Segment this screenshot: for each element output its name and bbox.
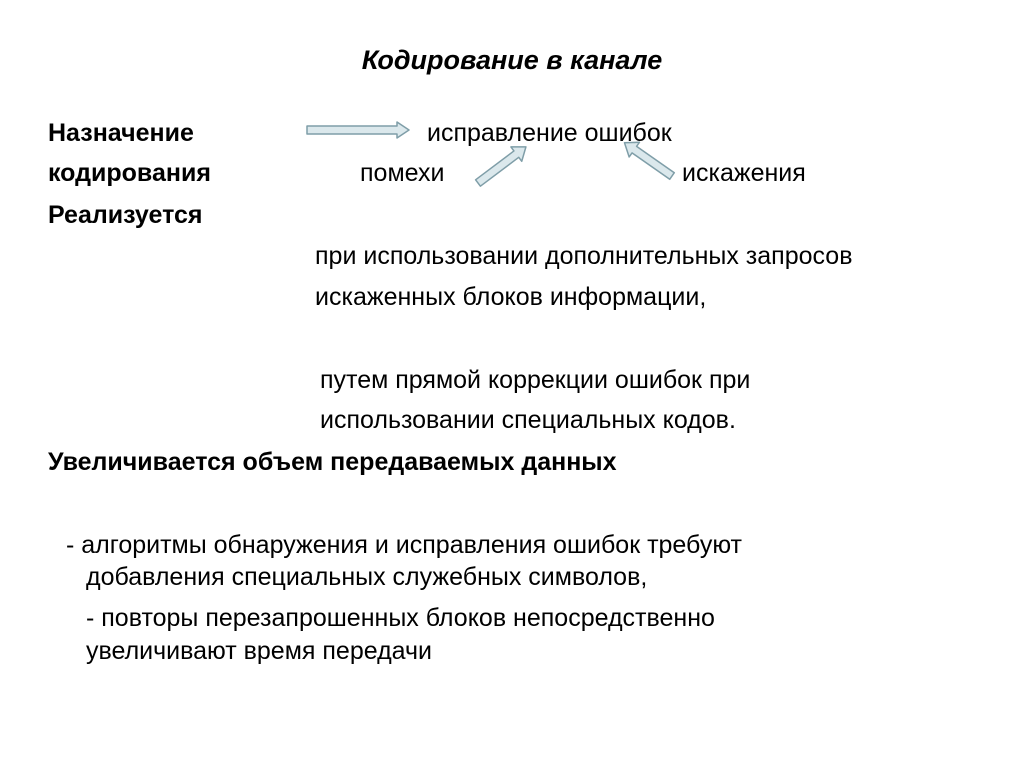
right-arrow-icon: [305, 120, 413, 140]
error-correction-text: исправление ошибок: [427, 119, 672, 147]
purpose-label-line1: Назначение: [48, 119, 194, 147]
diagonal-arrow-up-left-icon: [622, 140, 680, 182]
diagonal-arrow-up-right-icon: [470, 143, 530, 191]
purpose-label-line2: кодирования: [48, 159, 211, 187]
method1-line1: при использовании дополнительных запросов: [315, 242, 853, 270]
slide-title: Кодирование в канале: [361, 45, 663, 75]
bullet2-line1: - повторы перезапрошенных блоков непосредственно: [86, 604, 715, 632]
data-increase-heading: Увеличивается объем передаваемых данных: [48, 448, 617, 476]
noise-text: помехи: [360, 159, 445, 187]
implemented-label: Реализуется: [48, 201, 203, 229]
method2-line2: использовании специальных кодов.: [320, 406, 736, 434]
bullet1-line1: - алгоритмы обнаружения и исправления ошибок требуют: [66, 531, 742, 559]
bullet1-line2: добавления специальных служебных символов,: [86, 563, 648, 591]
bullet2-line2: увеличивают время передачи: [86, 637, 433, 665]
distortions-text: искажения: [682, 159, 806, 187]
method1-line2: искаженных блоков информации,: [315, 283, 707, 311]
method2-line1: путем прямой коррекции ошибок при: [320, 366, 751, 394]
